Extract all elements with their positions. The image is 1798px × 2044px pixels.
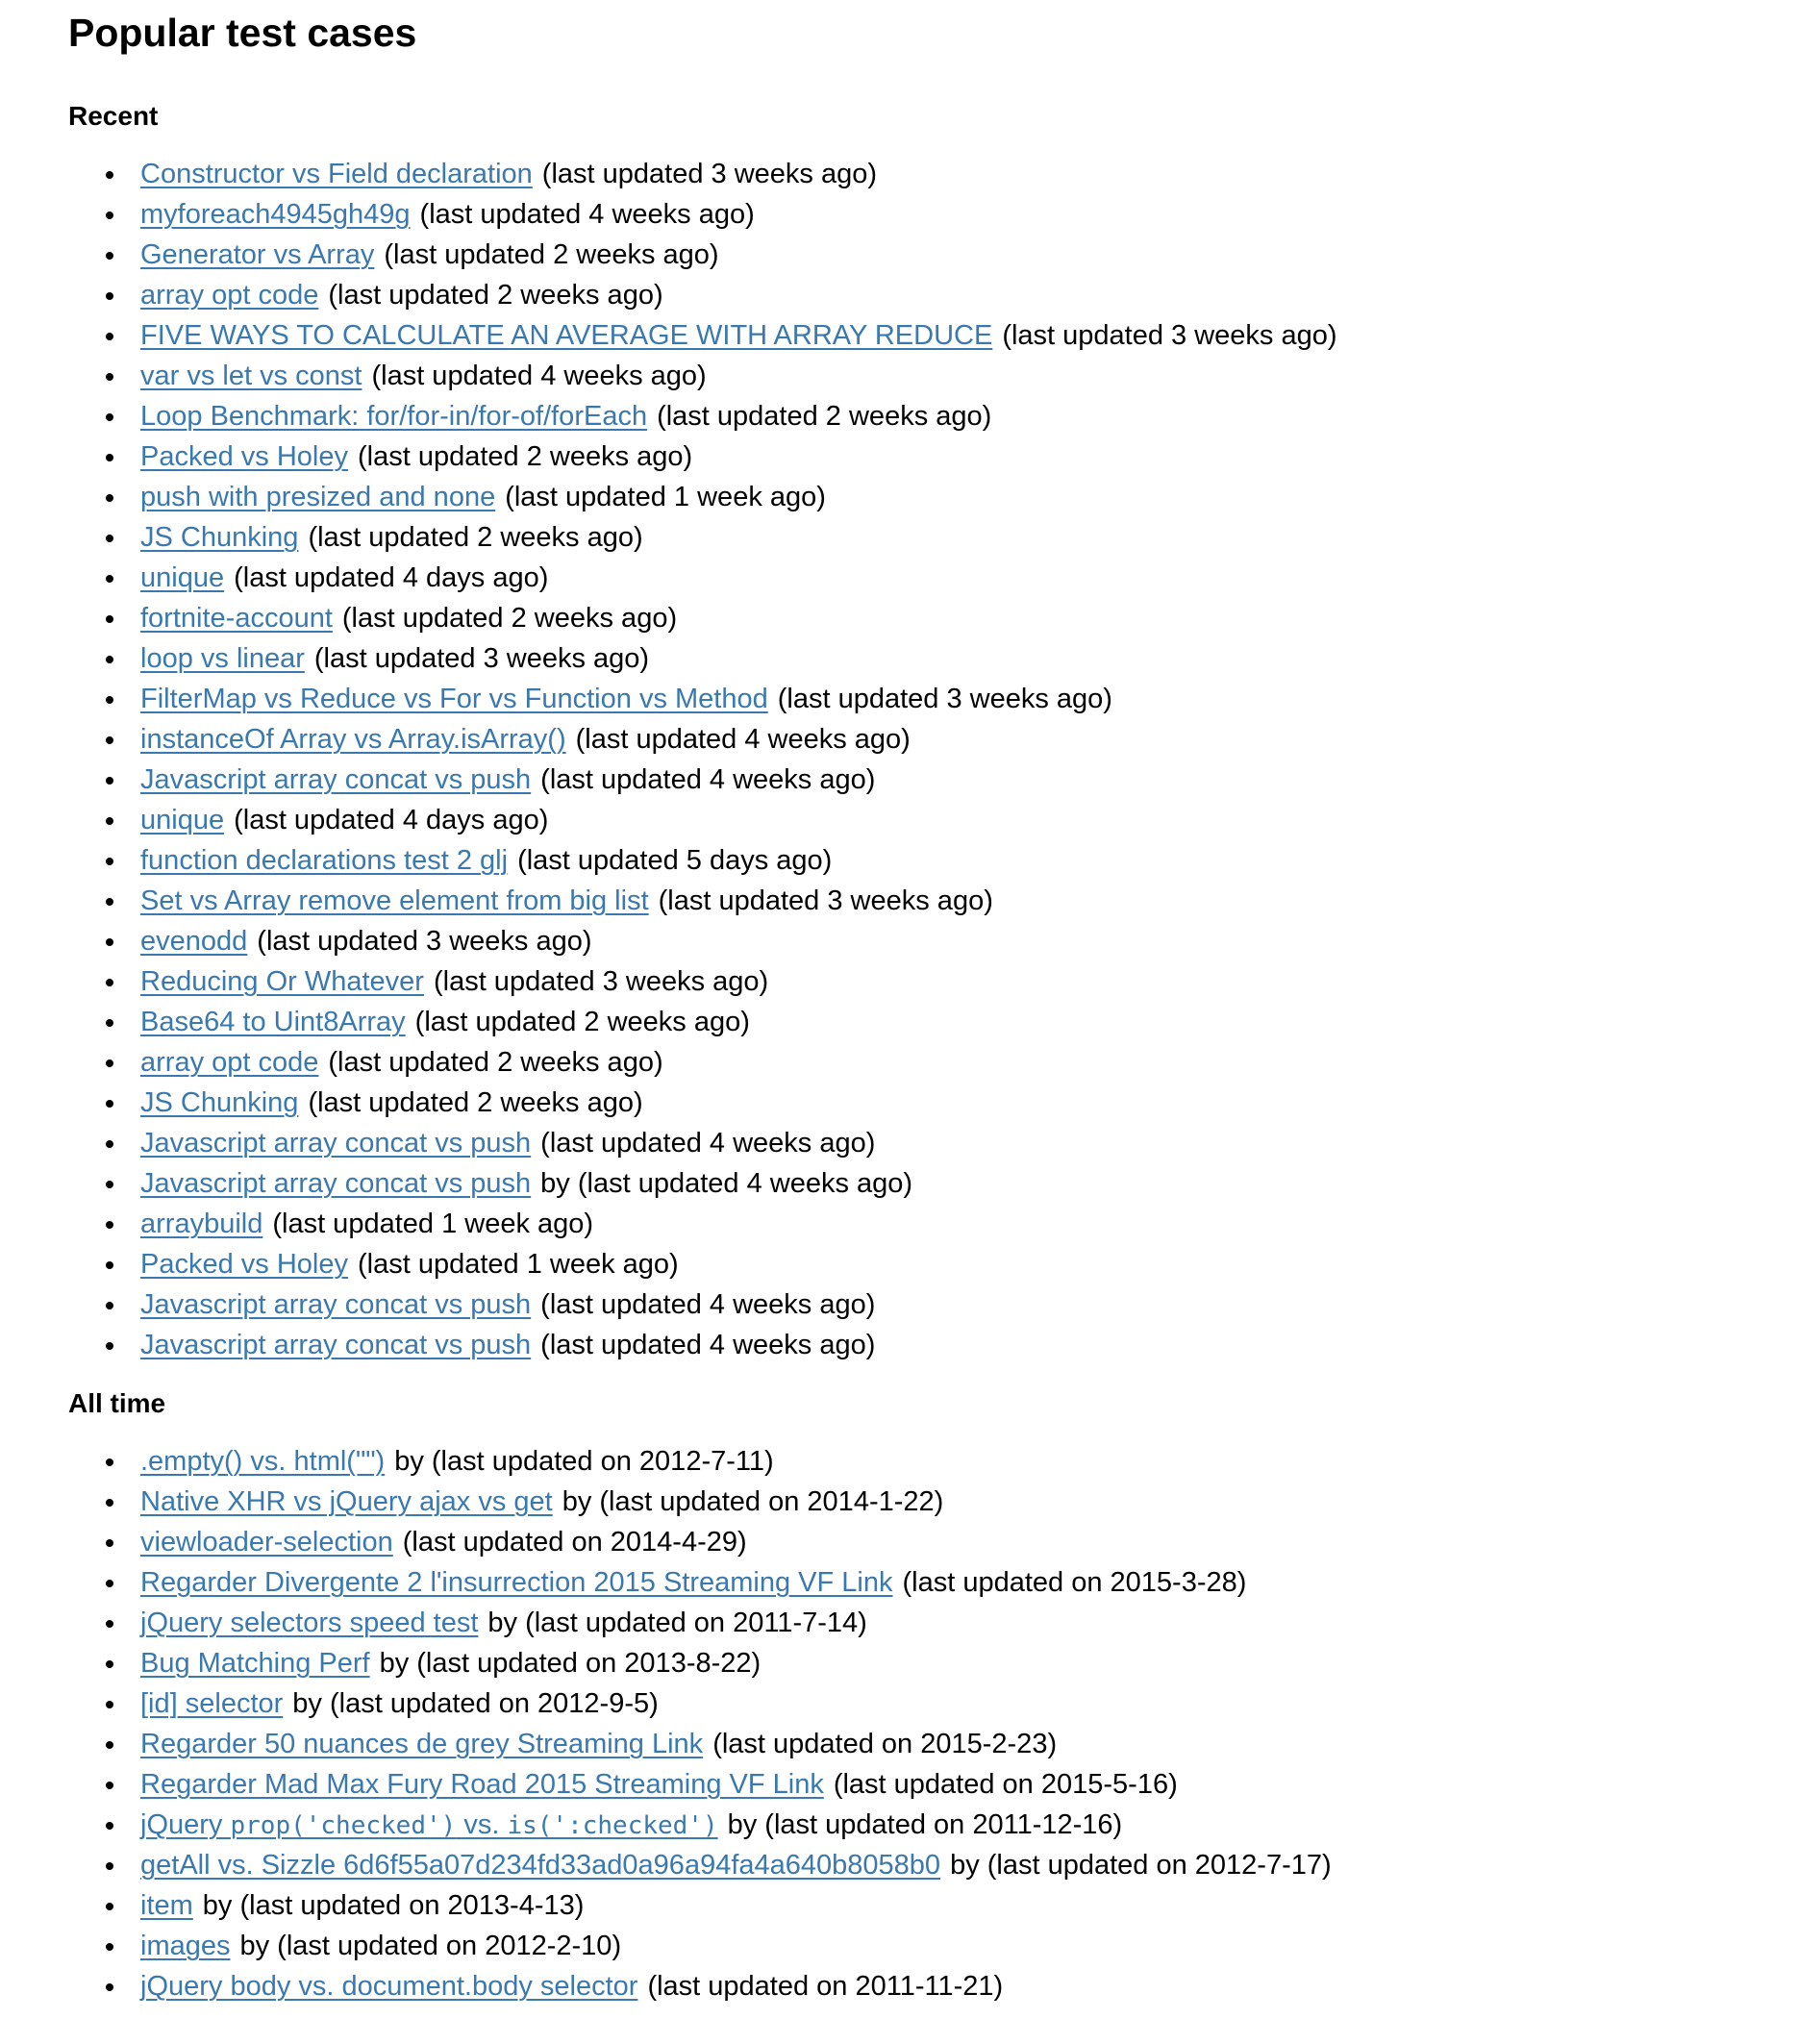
last-updated-text: by (last updated on 2014-1-22) (562, 1486, 944, 1517)
last-updated-text: (last updated 2 weeks ago) (308, 522, 643, 553)
test-case-link[interactable]: FilterMap vs Reduce vs For vs Function vs Method (140, 684, 768, 714)
last-updated-text: (last updated 2 weeks ago) (328, 1047, 663, 1078)
test-case-link[interactable]: jQuery body vs. document.body selector (140, 1971, 638, 2002)
list-item (140, 1885, 1798, 1926)
last-updated-text: (last updated 1 week ago) (358, 1249, 679, 1280)
list-item (140, 154, 1798, 194)
recent-test-list (68, 154, 1798, 1365)
last-updated-text: (last updated 4 weeks ago) (540, 1128, 876, 1159)
test-case-link[interactable] (140, 1809, 718, 1840)
list-item (140, 1522, 1798, 1562)
last-updated-text: (last updated 2 weeks ago) (328, 280, 663, 311)
test-case-link[interactable]: JS Chunking (140, 1087, 299, 1118)
last-updated-text: (last updated 4 days ago) (234, 562, 549, 593)
last-updated-text: (last updated 4 weeks ago) (371, 361, 707, 391)
last-updated-text: (last updated 2 weeks ago) (308, 1087, 643, 1118)
last-updated-text: by (last updated on 2012-9-5) (292, 1688, 659, 1719)
list-item (140, 1002, 1798, 1042)
last-updated-text: (last updated 4 weeks ago) (575, 724, 911, 755)
last-updated-text: by (last updated on 2012-2-10) (239, 1931, 622, 1961)
last-updated-text: (last updated on 2015-3-28) (902, 1567, 1247, 1598)
test-case-link[interactable]: arraybuild (140, 1209, 263, 1239)
list-item (140, 1284, 1798, 1325)
test-case-link[interactable]: push with presized and none (140, 482, 496, 512)
test-case-link[interactable]: FIVE WAYS TO CALCULATE AN AVERAGE WITH ARRAY REDUCE (140, 320, 993, 351)
test-case-link[interactable]: Regarder Divergente 2 l'insurrection 2015 Streaming VF Link (140, 1567, 893, 1598)
list-item (140, 881, 1798, 921)
test-case-link[interactable]: viewloader-selection (140, 1527, 393, 1558)
list-item (140, 1562, 1798, 1603)
test-case-link[interactable]: Set vs Array remove element from big list (140, 885, 649, 916)
list-item (140, 1204, 1798, 1244)
last-updated-text: (last updated 4 weeks ago) (540, 764, 876, 795)
last-updated-text: (last updated 3 weeks ago) (313, 643, 650, 674)
last-updated-text: (last updated 2 weeks ago) (358, 441, 693, 472)
last-updated-text: (last updated 2 weeks ago) (341, 603, 678, 634)
test-case-link[interactable]: array opt code (140, 1047, 319, 1078)
list-item (140, 1926, 1798, 1966)
last-updated-text: (last updated 4 weeks ago) (540, 1289, 876, 1320)
test-case-link[interactable]: Constructor vs Field declaration (140, 159, 533, 189)
list-item (140, 1643, 1798, 1683)
last-updated-text: (last updated on 2015-5-16) (833, 1769, 1178, 1800)
test-case-link[interactable]: unique (140, 805, 225, 835)
link-text: vs. (456, 1809, 508, 1840)
test-case-link[interactable]: Native XHR vs jQuery ajax vs get (140, 1486, 553, 1517)
test-case-link[interactable]: [id] selector (140, 1688, 284, 1719)
list-item (140, 436, 1798, 477)
test-case-link[interactable]: item (140, 1890, 193, 1921)
test-case-link[interactable]: Javascript array concat vs push (140, 1289, 532, 1320)
test-case-link[interactable]: Regarder 50 nuances de grey Streaming Link (140, 1729, 704, 1759)
test-case-link[interactable]: myforeach4945gh49g (140, 199, 411, 230)
last-updated-text: (last updated 1 week ago) (272, 1209, 594, 1239)
list-item (140, 921, 1798, 961)
list-item (140, 638, 1798, 679)
list-item (140, 800, 1798, 840)
list-item (140, 517, 1798, 558)
last-updated-text: by (last updated on 2013-8-22) (379, 1648, 762, 1679)
list-item (140, 840, 1798, 881)
test-case-link[interactable]: Reducing Or Whatever (140, 966, 424, 997)
test-case-link[interactable]: jQuery selectors speed test (140, 1608, 479, 1638)
last-updated-text: (last updated 3 weeks ago) (1002, 320, 1337, 351)
last-updated-text: (last updated on 2011-11-21) (647, 1971, 1004, 2002)
test-case-link[interactable]: array opt code (140, 280, 319, 311)
test-case-link[interactable]: unique (140, 562, 225, 593)
test-case-link[interactable]: Javascript array concat vs push (140, 1128, 532, 1159)
list-item (140, 1845, 1798, 1885)
list-item (140, 275, 1798, 315)
test-case-link[interactable]: instanceOf Array vs Array.isArray() (140, 724, 566, 755)
last-updated-text: (last updated 4 weeks ago) (419, 199, 755, 230)
link-text: jQuery (140, 1809, 231, 1840)
list-item (140, 598, 1798, 638)
last-updated-text: (last updated 4 weeks ago) (540, 1330, 876, 1360)
test-case-link[interactable]: JS Chunking (140, 522, 299, 553)
list-item (140, 1724, 1798, 1764)
test-case-link[interactable]: Javascript array concat vs push (140, 1330, 532, 1360)
last-updated-text: by (last updated 4 weeks ago) (540, 1168, 913, 1199)
test-case-link[interactable]: evenodd (140, 926, 248, 957)
list-item (140, 1123, 1798, 1163)
section-heading-all-time: All time (68, 1388, 166, 1418)
test-case-link[interactable]: Base64 to Uint8Array (140, 1007, 406, 1037)
last-updated-text: (last updated on 2014-4-29) (402, 1527, 747, 1558)
list-item (140, 961, 1798, 1002)
list-item (140, 1441, 1798, 1482)
last-updated-text: (last updated 2 weeks ago) (384, 239, 719, 270)
list-item (140, 1163, 1798, 1204)
list-item (140, 679, 1798, 719)
list-item (140, 1042, 1798, 1083)
list-item (140, 1244, 1798, 1284)
list-item (140, 1966, 1798, 2007)
link-code: prop('checked') (230, 1811, 457, 1840)
last-updated-text: (last updated 3 weeks ago) (777, 684, 1112, 714)
test-case-link[interactable]: Packed vs Holey (140, 441, 348, 472)
list-item (140, 558, 1798, 598)
list-item (140, 1805, 1798, 1845)
last-updated-text: by (last updated on 2012-7-17) (950, 1850, 1332, 1881)
last-updated-text: by (last updated on 2011-12-16) (727, 1809, 1123, 1840)
list-item (140, 760, 1798, 800)
section-heading-recent: Recent (68, 101, 159, 131)
page-title: Popular test cases (68, 11, 417, 55)
test-case-link[interactable]: Packed vs Holey (140, 1249, 348, 1280)
list-item (140, 1325, 1798, 1365)
list-item (140, 477, 1798, 517)
test-case-link[interactable]: Regarder Mad Max Fury Road 2015 Streaming VF Link (140, 1769, 824, 1800)
last-updated-text: by (last updated on 2013-4-13) (202, 1890, 585, 1921)
test-case-link[interactable]: .empty() vs. html("") (140, 1446, 386, 1477)
list-item (140, 1764, 1798, 1805)
test-case-link[interactable]: var vs let vs const (140, 361, 362, 391)
list-item (140, 396, 1798, 436)
last-updated-text: (last updated 1 week ago) (505, 482, 826, 512)
test-case-link[interactable]: getAll vs. Sizzle 6d6f55a07d234fd33ad0a96a94fa4a640b8058b0 (140, 1850, 941, 1881)
test-case-link[interactable]: Bug Matching Perf (140, 1648, 370, 1679)
list-item (140, 719, 1798, 760)
last-updated-text: (last updated 2 weeks ago) (657, 401, 992, 432)
all-time-test-list (68, 1441, 1798, 2007)
link-code: is(':checked') (507, 1811, 718, 1840)
test-case-link[interactable]: Generator vs Array (140, 239, 375, 270)
test-case-link[interactable]: fortnite-account (140, 603, 333, 634)
test-case-link[interactable]: Javascript array concat vs push (140, 764, 532, 795)
list-item (140, 1683, 1798, 1724)
test-case-link[interactable]: images (140, 1931, 231, 1961)
list-item (140, 1603, 1798, 1643)
last-updated-text: by (last updated on 2011-7-14) (487, 1608, 867, 1638)
test-case-link[interactable]: function declarations test 2 glj (140, 845, 509, 876)
last-updated-text: (last updated on 2015-2-23) (712, 1729, 1058, 1759)
last-updated-text: (last updated 3 weeks ago) (541, 159, 878, 189)
list-item (140, 1482, 1798, 1522)
last-updated-text: (last updated 3 weeks ago) (257, 926, 592, 957)
list-item (140, 1083, 1798, 1123)
last-updated-text: (last updated 3 weeks ago) (433, 966, 769, 997)
last-updated-text: (last updated 4 days ago) (234, 805, 549, 835)
last-updated-text: (last updated 5 days ago) (517, 845, 833, 876)
list-item (140, 235, 1798, 275)
list-item (140, 194, 1798, 235)
test-case-link[interactable]: Loop Benchmark: for/for-in/for-of/forEach (140, 401, 648, 432)
test-case-link[interactable]: Javascript array concat vs push (140, 1168, 532, 1199)
last-updated-text: (last updated 3 weeks ago) (658, 885, 993, 916)
last-updated-text: (last updated 2 weeks ago) (414, 1007, 750, 1037)
list-item (140, 315, 1798, 356)
last-updated-text: by (last updated on 2012-7-11) (394, 1446, 774, 1477)
test-case-link[interactable]: loop vs linear (140, 643, 305, 674)
list-item (140, 356, 1798, 396)
